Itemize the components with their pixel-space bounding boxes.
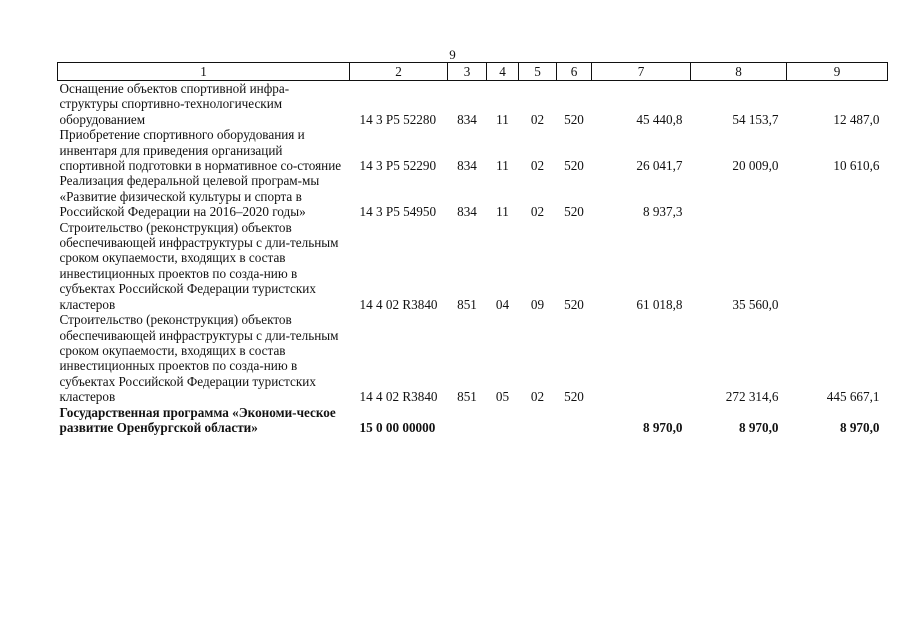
header-col-2: 2 <box>350 63 448 81</box>
row-code: 14 3 P5 52290 <box>359 158 437 174</box>
row-amount-9: 8 970,0 <box>839 419 880 435</box>
row-name: Государственная программа «Экономи-ческое развитие Оренбургской области» <box>59 404 336 435</box>
header-col-8: 8 <box>691 63 787 81</box>
row-amount-9 <box>787 173 888 219</box>
page-number: 9 <box>449 47 456 62</box>
row-amount-9: 12 487,0 <box>833 111 880 127</box>
row-amount-7: 61 018,8 <box>636 296 683 312</box>
row-amount-7: 26 041,7 <box>636 158 683 174</box>
row-amount-9: 445 667,1 <box>826 389 880 405</box>
table-row <box>58 312 888 404</box>
table-row <box>58 127 888 173</box>
row-amount-8: 54 153,7 <box>732 111 779 127</box>
row-amount-9: 10 610,6 <box>833 158 880 174</box>
row-code: 14 4 02 R3840 <box>359 296 438 312</box>
row-amount-8: 35 560,0 <box>732 296 779 312</box>
row-name: Оснащение объектов спортивной инфра-структуры спортивно-технологическим оборудованием <box>59 81 290 127</box>
row-name: Приобретение спортивного оборудования и инвентаря для приведения организаций спортивной подготовки в нормативное со-стояние <box>59 127 342 174</box>
row-col-6: 520 <box>564 111 584 127</box>
row-col-5: 02 <box>530 111 545 127</box>
row-col-6 <box>557 405 592 436</box>
row-amount-8 <box>691 173 787 219</box>
row-col-6: 520 <box>564 158 584 174</box>
row-amount-8: 20 009,0 <box>732 158 779 174</box>
row-amount-8: 8 970,0 <box>738 419 779 435</box>
row-name: Строительство (реконструкция) объектов обеспечивающей инфраструктуры с дли-тельным сроком окупаемости, входящих в состав инвестиционных проектов по созда-нию в субъектах Российской Федерации туристских кластеров <box>59 312 339 405</box>
row-col-4 <box>487 405 519 436</box>
row-amount-7: 45 440,8 <box>636 111 683 127</box>
row-col-3: 834 <box>457 204 477 220</box>
header-col-1: 1 <box>58 63 350 81</box>
row-code: 14 3 P5 52280 <box>359 111 437 127</box>
row-col-5: 02 <box>530 204 545 220</box>
row-col-3: 851 <box>457 296 477 312</box>
header-col-3: 3 <box>448 63 487 81</box>
row-code: 15 0 00 00000 <box>359 419 436 435</box>
row-col-3: 834 <box>457 158 477 174</box>
table-row-total <box>58 405 888 436</box>
row-col-3: 851 <box>457 389 477 405</box>
row-code: 14 3 P5 54950 <box>359 204 437 220</box>
row-amount-9 <box>787 220 888 312</box>
row-amount-7: 8 937,3 <box>642 204 683 220</box>
row-amount-8: 272 314,6 <box>725 389 779 405</box>
row-col-6: 520 <box>564 296 584 312</box>
row-name: Строительство (реконструкция) объектов обеспечивающей инфраструктуры с дли-тельным сроком окупаемости, входящих в состав инвестиционных проектов по созда-нию в субъектах Российской Федерации туристских кластеров <box>59 219 339 312</box>
row-col-4: 11 <box>496 111 509 127</box>
header-col-6: 6 <box>557 63 592 81</box>
table-row <box>58 173 888 219</box>
table-row <box>58 81 888 128</box>
table-header <box>58 63 888 81</box>
table-row <box>58 220 888 312</box>
row-col-6: 520 <box>564 204 584 220</box>
row-amount-7 <box>592 312 691 404</box>
header-col-9: 9 <box>787 63 888 81</box>
header-row <box>58 63 888 81</box>
row-col-4: 11 <box>496 204 509 220</box>
header-col-7: 7 <box>592 63 691 81</box>
row-col-3: 834 <box>457 111 477 127</box>
row-col-5: 02 <box>530 158 545 174</box>
header-col-4: 4 <box>487 63 519 81</box>
row-col-3 <box>448 405 487 436</box>
row-col-5: 09 <box>530 296 545 312</box>
row-col-4: 04 <box>495 296 510 312</box>
row-col-4: 11 <box>496 158 509 174</box>
row-amount-7: 8 970,0 <box>642 419 683 435</box>
row-col-5 <box>519 405 557 436</box>
row-name: Реализация федеральной целевой програм-мы «Развитие физической культуры и спорта в Российской Федерации на 2016–2020 годы» <box>59 173 320 220</box>
row-col-5: 02 <box>530 389 545 405</box>
row-code: 14 4 02 R3840 <box>359 389 438 405</box>
header-col-5: 5 <box>519 63 557 81</box>
budget-table <box>57 62 888 435</box>
row-col-4: 05 <box>495 389 510 405</box>
row-col-6: 520 <box>564 389 584 405</box>
